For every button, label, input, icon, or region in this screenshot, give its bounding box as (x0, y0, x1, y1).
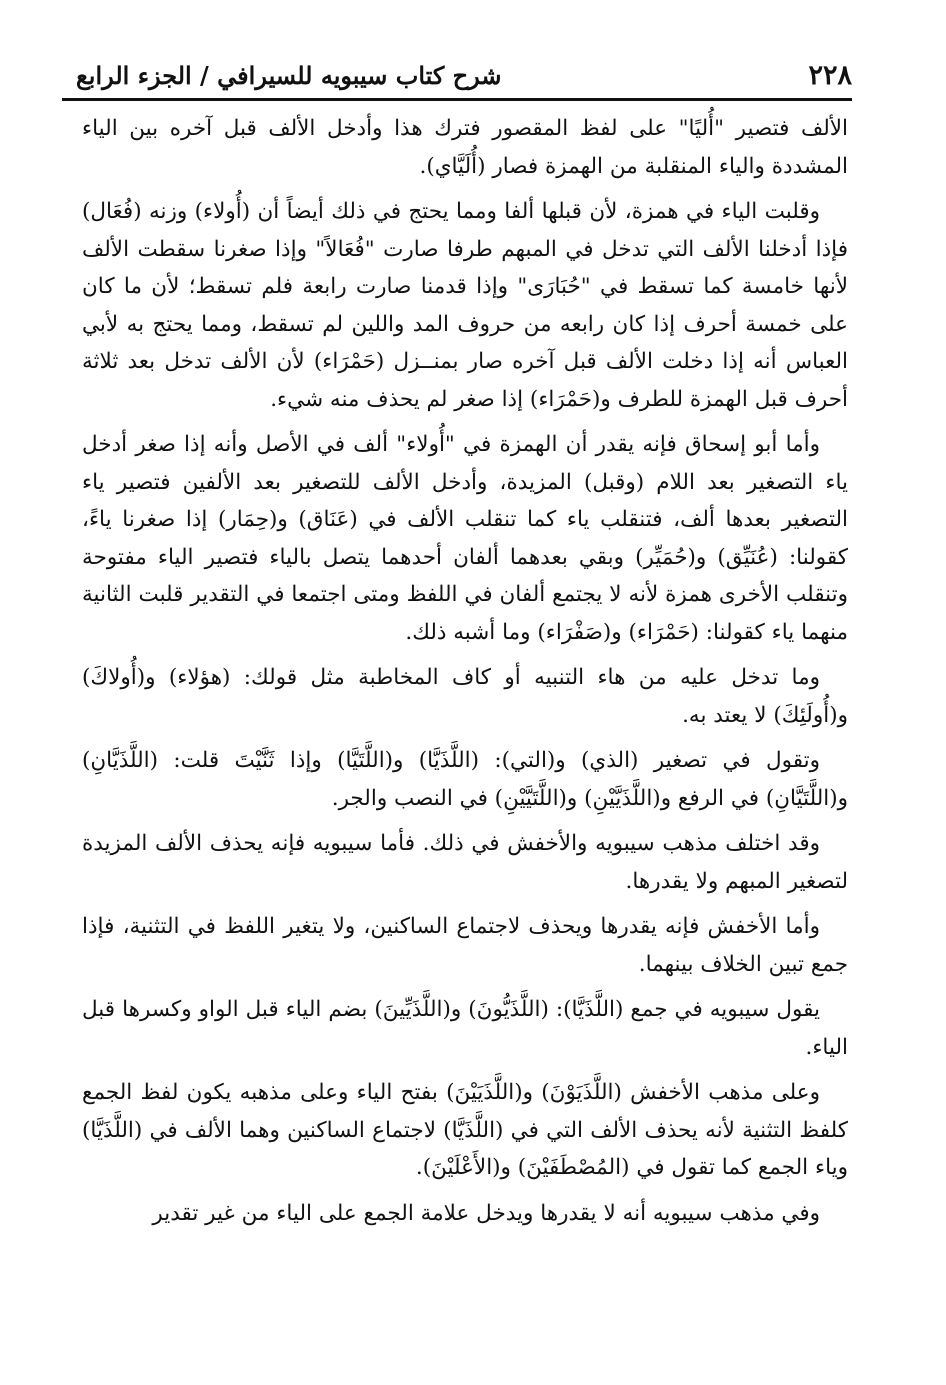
page-header (62, 56, 852, 96)
paragraph: وعلى مذهب الأخفش (اللَّذَيَوْنَ) و(اللَّذَيَيْنَ) بفتح الياء وعلى مذهبه يكون لفظ الجمع كلفظ التثنية لأنه يحذف الألف التي في (اللَّذَيَّا) لاجتماع الساكنين وهما الألف في (اللَّذَيَّا) وياء الجمع كما تقول في (المُصْطَفَيْنَ) و(الأَعْلَيْنَ). (82, 1080, 848, 1180)
header-divider (62, 98, 852, 101)
paragraph: وقلبت الياء في همزة، لأن قبلها ألفا ومما يحتج في ذلك أيضاً أن (أُولاء) وزنه (فُعَال) فإذا أدخلنا الألف التي تدخل في المبهم طرفا صارت "فُعَالاً" وإذا صغرنا سقطت الألف لأنها خامسة كما تسقط في "حُبَارَى" وإذا قدمنا صارت رابعة فلم تسقط؛ لأن ما كان على خمسة أحرف إذا كان رابعه من حروف المد واللين لم تسقط، ومما يحتج به لأبي العباس أنه إذا دخلت الألف قبل آخره صار بمنــزل (حَمْرَاء) لأن الألف تدخل بعد ثلاثة أحرف قبل الهمزة للطرف و(حَمْرَاء) إذا صغر لم يحذف منه شيء. (82, 199, 848, 412)
paragraph: يقول سيبويه في جمع (اللَّذَيَّا): (اللَّذَيُّونَ) و(اللَّذَيِّينَ) بضم الياء قبل الواو وكسرها قبل الياء. (82, 997, 848, 1060)
paragraph: وقد اختلف مذهب سيبويه والأخفش في ذلك. فأما سيبويه فإنه يحذف الألف المزيدة لتصغير المبهم ولا يقدرها. (82, 831, 848, 894)
paragraph: وفي مذهب سيبويه أنه لا يقدرها ويدخل علامة الجمع على الياء من غير تقدير (152, 1200, 820, 1226)
paragraph: وأما أبو إسحاق فإنه يقدر أن الهمزة في "أُولاء" ألف في الأصل وأنه إذا صغر أدخل ياء التصغير بعد اللام (وقبل) المزيدة، وأدخل الألف للتصغير بعد الألفين فتصير ياء التصغير بعدها ألف، فتنقلب ياء كما تنقلب الألف في (عَنَاق) و(حِمَار) إذا صغرنا ياءً، كقولنا: (عُنَيِّق) و(حُمَيِّر) وبقي بعدهما ألفان أحدهما يتصل بالياء فتصير الياء مفتوحة وتنقلب الأخرى همزة لأنه لا يجتمع ألفان في اللفظ ومتى اجتمعا في التقدير قلبت الثانية منهما ياء كقولنا: (حَمْرَاء) و(صَفْرَاء) وما أشبه ذلك. (82, 432, 848, 645)
page-body (82, 110, 848, 1240)
paragraph: وما تدخل عليه من هاء التنبيه أو كاف المخاطبة مثل قولك: (هؤلاء) و(أُولاكَ) و(أُولَئِكَ) لا يعتد به. (82, 665, 848, 728)
paragraph: الألف فتصير "أُليًا" على لفظ المقصور فترك هذا وأدخل الألف قبل آخره بين الياء المشددة والياء المنقلبة من الهمزة فصار (أُلَيَّاي). (82, 116, 848, 179)
page-number: ٢٢٨ (808, 60, 852, 91)
paragraph: وأما الأخفش فإنه يقدرها ويحذف لاجتماع الساكنين، ولا يتغير اللفظ في التثنية، فإذا جمع تبين الخلاف بينهما. (82, 914, 848, 977)
running-title: شرح كتاب سيبويه للسيرافي / الجزء الرابع (76, 61, 502, 90)
paragraph: وتقول في تصغير (الذي) و(التي): (اللَّذَيَّا) و(اللَّتَيَّا) وإذا ثَنَّيْتَ قلت: (اللَّذَيَّانِ) و(اللَّتَيَّانِ) في الرفع و(اللَّذَيَّيْنِ) و(اللَّتَيَّيْنِ) في النصب والجر. (82, 748, 848, 811)
